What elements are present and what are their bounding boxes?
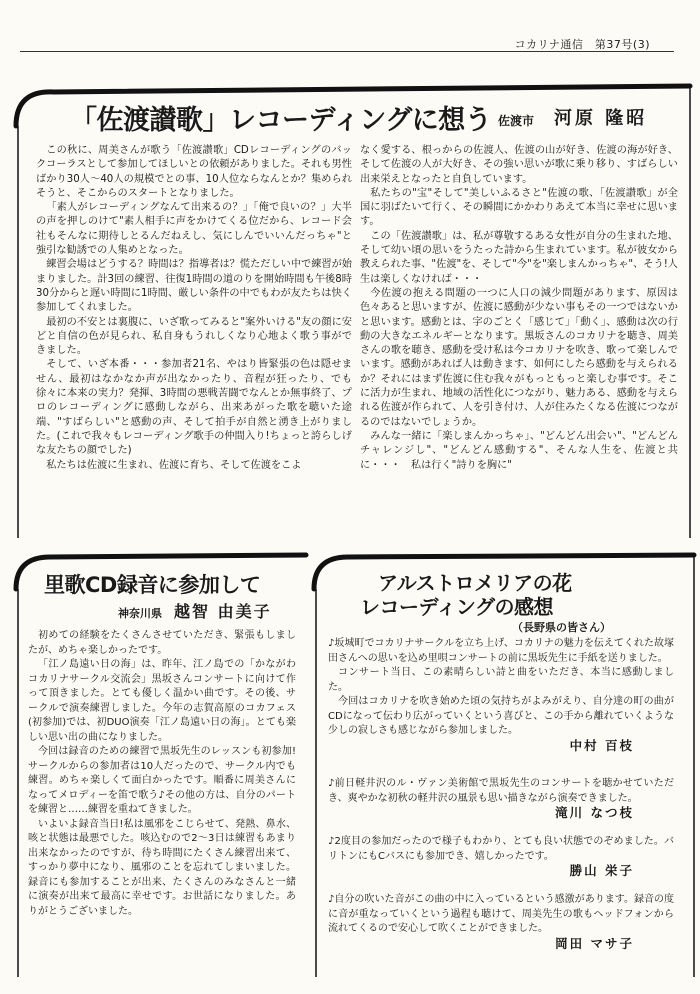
paragraph: 最初の不安とは裏腹に、いざ歌ってみると"案外いける"友の顔に安どと自信の色が見られ、私自身もうれしくなり心地よく歌う事ができました。 <box>36 316 352 357</box>
paragraph: そして、いざ本番・・・参加者21名、やはり皆緊張の色は隠せません、最初はなかなか声が出なかったり、音程が狂ったり、でも徐々に本来の実力？発揮、3時間の悪戦苦闘でなんとか無事終了、プロのレコーディングに感動しながら、出来あがった歌を聴いた途端、"すばらしい"と感動の声、そして拍手が自然と湧き上がりました。(これで我々もレコーディング歌手の仲間入り!ちょっと誇らしげな友たちの顔でした) <box>36 359 352 457</box>
author-name: 越智 由美子 <box>174 602 272 621</box>
paragraph: ♪2度目の参加だったので様子もわかり、とても良い状態でのぞめました。バリトンにもCバスにも参加でき、嬉しかったです。 <box>328 836 674 862</box>
paragraph: 「江ノ島遠い日の海」は、昨年、江ノ島での「かながわコカリナサークル交流会」黒坂さんコンサートに向けて作って頂きました。とても優しく温かい曲です。その後、サークルで演奏練習しました。今年の志賀高原のコカフェス(初参加)では、初DUO演奏「江ノ島遠い日の海」。とても楽しい思い出の曲になりました。 <box>28 659 296 743</box>
paragraph: 私たちの"宝"そして"美しいふるさと"佐渡の歌、「佐渡讃歌」が全国に羽ばたいて行く、その瞬間にかかわりあえて本当に幸せに思います。 <box>360 187 678 228</box>
page-header <box>0 36 700 52</box>
article-column-right <box>360 144 678 473</box>
paragraph: 今回は録音のための練習で黒坂先生のレッスンも初参加!サークルからの参加者は10人だったので、サークル内でも練習。めちゃ楽しくて面白かったです。順番に周美さんになってメロディーを笛で歌う♪その他の方は、自分のパートを練習と……練習を重ねてきました。 <box>28 746 296 815</box>
article-title-line1: アルストロメリアの花 <box>378 571 572 595</box>
header-text: コカリナ通信 第37号(3) <box>514 38 650 51</box>
paragraph: みんな一緒に「楽しまんかっちゃ」、"どんどん出会い"、"どんどんチャレンジし"、"どんどん感動する"、そんな人生を、佐渡と共に・・・ 私は行く"詩りを胸に" <box>360 430 678 471</box>
paragraph: 私たちは佐渡に生まれ、佐渡に育ち、そして佐渡をこよ <box>46 459 302 471</box>
article-title: 「佐渡讃歌」レコーディングに想う <box>70 105 492 136</box>
paragraph: 練習会場はどうする？時間は？指導者は？慌ただしい中で練習が始まりました。計3回の練習、往復1時間の道のりを開始時間も午後8時30分からと遅い時間に1時間、厳しい条件の中でもわが友たちは快く参加してくれました。 <box>36 259 352 314</box>
article-column-left <box>36 144 352 473</box>
author-location: 神奈川県 <box>118 607 162 620</box>
article-alstroemeria <box>312 553 696 978</box>
paragraph: 「素人がレコーディングなんて出来るの？」「俺で良いの？」大半の声を押しのけて"素人相手に声をかけてくる位だから、レコード会社もそんなに期待しとるんだねえし、気にしんでいいんだっちゃ"と強引な勧誘での人集めとなった。 <box>36 202 352 257</box>
paragraph: この秋に、周美さんが歌う「佐渡讃歌」CDレコーディングのバックコーラスとして参加してほしいとの依頼がありました。それも男性ばかり30人～40人の規模でとの事、10人位ならなんとか？集められそうと、そこからのスタートとなりました。 <box>36 145 352 199</box>
comment-entry <box>328 777 674 821</box>
paragraph: ♪前日軽井沢のル・ヴァン美術館で黒坂先生のコンサートを聴かせていただき、爽やかな初秋の軽井沢の風景も思い描きながら演奏できました。 <box>328 778 674 804</box>
article-title: 里歌CD録音に参加して <box>44 573 261 597</box>
article-sado-sanka <box>14 86 694 542</box>
article-satouta-cd <box>14 553 306 978</box>
signature: 岡田 マサ子 <box>555 935 634 951</box>
paragraph: この「佐渡讃歌」は、私が尊敬するある女性が自分の生まれた地、そして幼い頃の思いをうたった詩から生まれています。私が彼女から教えられた事、"佐渡"を、そして"今"を"楽しまんかっちゃ"、そう!人生は楽しくなければ・・・ <box>360 230 678 285</box>
paragraph: 今回はコカリナを吹き始めた頃の気持ちがよみがえり、自分達の町の曲がCDになって伝わり広がっていくという喜びと、この手から離れていくような少しの寂しさも感じながら参加しました。 <box>328 696 674 736</box>
paragraph: ♪坂城町でコカリナサークルを立ち上げ、コカリナの魅力を伝えてくれた故塚田さんへの思いを込め里唄コンサートの前に黒坂先生に手紙を送りました。 <box>328 638 674 664</box>
paragraph: 初めての経験をたくさんさせていただき、緊張もしましたが、めちゃ楽しかったです。 <box>28 630 296 656</box>
article-title-line2: レコーディングの感想 <box>360 595 553 619</box>
paragraph: コンサート当日、この素晴らしい詩と曲をいただき、本当に感動しました。 <box>328 667 674 693</box>
header-rule <box>20 51 674 52</box>
signature: 中村 百枝 <box>569 737 634 753</box>
article-column <box>28 629 296 919</box>
signature: 勝山 栄子 <box>569 863 634 878</box>
paragraph: いよいよ録音当日!私は風邪をこじらせて、発熱、鼻水、咳と状態は最悪でした。咳込むので2～3日は練習もあまり出来なかったのですが、待ち時間にたくさん練習出来て、すっかり夢中になり、風邪のことを忘れてしまいました。録音にも参加することが出来、たくさんのみなさんと一緒に演奏が出来て最高に幸せです。お世話になりました。ありがとうございました。 <box>28 818 296 917</box>
paragraph: なく愛する、根っからの佐渡人、佐渡の山が好き、佐渡の海が好き、そして佐渡の人が大好き、その強い思いが歌に乗り移り、すばらしい出来栄えとなったと自負しています。 <box>360 145 678 185</box>
author-name: 河原 隆昭 <box>554 108 648 129</box>
comment-entry <box>328 835 674 879</box>
signature: 滝川 なつ枝 <box>555 805 634 820</box>
author-location: 佐渡市 <box>498 114 535 128</box>
article-subtitle: （長野県の皆さん） <box>512 621 611 634</box>
paragraph: 今佐渡の抱える問題の一つに人口の減少問題があります、原因は色々あると思いますが、佐渡に感動が少ない事もその一つではないかと思います。感動とは、字のごとく「感じて」「動く」、感動は次の行動の大きなエネルギーとなります。黒坂さんのコカリナを聴き、周美さんの歌を聴き、感動を受け私は今コカリナを吹き、歌って楽しんでいます。感動があれば人は動きます、如何にしたら感動を与えられるか？それにはまず佐渡に住む我々がもっともっと楽しむ事です。そこに活力が生まれ、地域の活性化につながり、魅力ある、感動を与えられる佐渡が作られて、人を引き付け、人が住みたくなる佐渡につながるのではないでしょうか。 <box>360 287 678 428</box>
comment-entry <box>328 893 674 951</box>
comment-entry <box>328 637 674 753</box>
paragraph: ♪自分の吹いた音がこの曲の中に入っているという感激があります。録音の度に音が重なっていくという過程も聴けて、周美先生の歌もヘッドフォンから流れてくるので安心して吹くことができました。 <box>328 894 674 934</box>
